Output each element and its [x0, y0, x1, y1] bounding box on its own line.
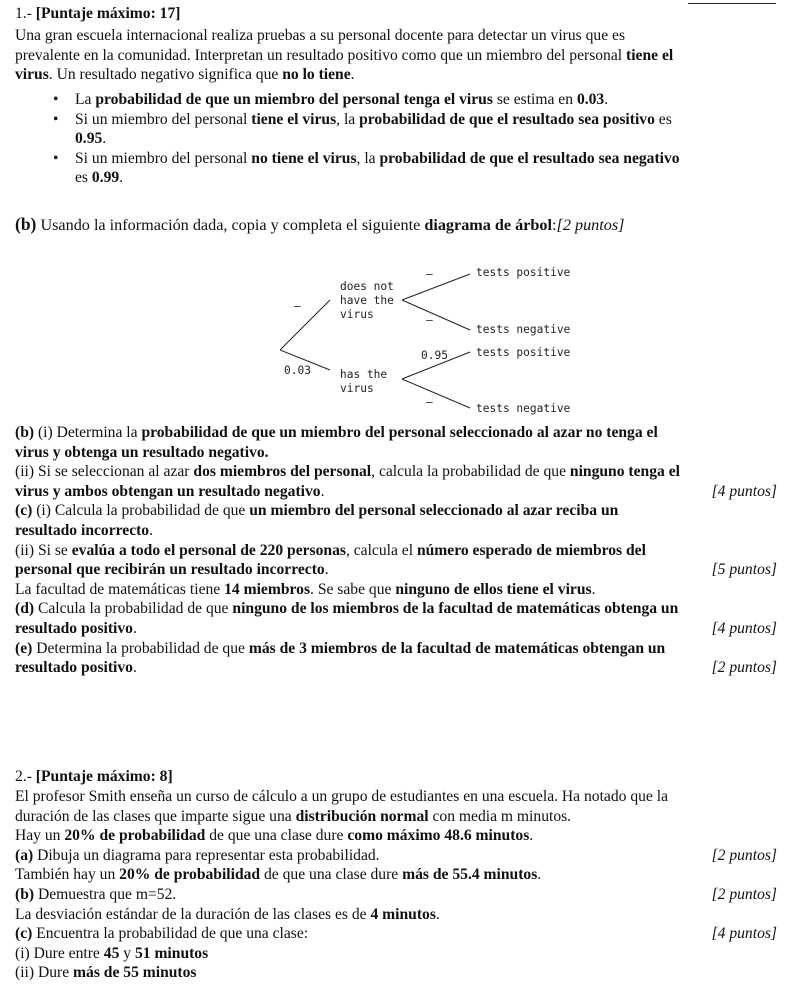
text-run: (i) Determina la: [34, 424, 142, 441]
text-run: .: [132, 619, 137, 637]
text-run: Una gran escuela internacional realiza pruebas a su personal docente para detectar un virus que es: [15, 27, 626, 44]
question-line: [15, 807, 777, 827]
question-line: [15, 443, 777, 463]
question-line: [15, 619, 777, 639]
intro-line: [15, 46, 777, 66]
leaf-tests-positive-2: tests positive: [476, 346, 571, 359]
text-run: (i) Dure entre: [15, 944, 104, 962]
branch-dnh-negative: [402, 300, 470, 330]
prob-has-virus: 0.03: [284, 364, 311, 377]
line-text: [15, 560, 329, 580]
bold-text: virus y obtenga un resultado negativo.: [15, 443, 269, 461]
bold-text: virus y ambos obtengan un resultado negativo: [15, 482, 321, 500]
question-line: [15, 924, 777, 944]
bold-text: dos miembros del personal: [193, 463, 372, 481]
line-text: [15, 846, 380, 866]
q1-heading: [15, 4, 777, 24]
text-run: Determina la probabilidad de que: [32, 639, 249, 657]
bold-text: 20% de probabilidad: [119, 866, 261, 884]
text-run: .: [324, 561, 329, 579]
bold-text: ninguno tenga el: [569, 463, 680, 481]
bold-text: resultado incorrecto: [15, 521, 150, 539]
q2-heading: [15, 767, 777, 787]
blank-prob-does-not-have: —: [294, 300, 301, 313]
text-run: , calcula la probabilidad de que: [371, 463, 570, 481]
bold-text: 0.03: [576, 91, 605, 108]
text-run: .: [529, 827, 534, 845]
text-run: , la: [336, 110, 360, 128]
branch-has-negative: [402, 379, 470, 408]
line-text: [15, 482, 324, 502]
question-line: [15, 541, 777, 561]
bold-text: (a): [15, 846, 34, 864]
bold-text: (c): [15, 502, 33, 520]
points-label: [2 puntos]: [711, 846, 777, 864]
text-run: Hay un: [15, 827, 65, 845]
points-label: [4 puntos]: [711, 925, 777, 943]
bullet-line: [75, 110, 777, 130]
question-line: [15, 560, 777, 580]
bold-text: probabilidad de que el resultado sea positivo: [359, 110, 655, 128]
line-text: [15, 885, 176, 905]
question-line: [15, 885, 777, 905]
bold-text: (c): [15, 925, 33, 943]
bold-text: no tiene el virus: [251, 149, 357, 167]
tree-diagram: [280, 262, 580, 420]
text-run: (ii) Si se: [15, 541, 72, 559]
question-line: [15, 482, 777, 502]
question-line: [15, 963, 777, 983]
q1-max-score: [Puntaje máximo: 17]: [35, 5, 181, 22]
part-b-text: Usando la información dada, copia y completa el siguiente: [36, 216, 425, 234]
line-text: [15, 658, 137, 678]
line-text: [15, 619, 137, 639]
question-line: [15, 599, 777, 619]
text-run: . Se sabe que: [310, 580, 396, 598]
bold-text: virus: [15, 66, 49, 84]
leaf-tests-negative-2: tests negative: [476, 402, 571, 415]
points-label: [4 puntos]: [711, 619, 777, 637]
q2-max-score: [Puntaje máximo: 8]: [35, 768, 173, 785]
text-run: .: [149, 521, 154, 539]
bold-text: 20% de probabilidad: [64, 827, 206, 845]
text-run: .: [435, 905, 440, 923]
q2-body: [15, 787, 777, 983]
q1-intro: [15, 26, 777, 85]
bold-text: (b): [15, 424, 35, 441]
question-line: [15, 905, 777, 925]
text-run: .: [320, 482, 325, 500]
text-run: .: [119, 169, 124, 187]
prob-positive-given-has: 0.95: [421, 349, 448, 362]
text-run: duración de las clases que imparte sigue una: [15, 807, 296, 825]
node-does-not-have: does not have the virus: [340, 280, 394, 321]
intro-line: [15, 26, 777, 46]
points-label: [4 puntos]: [711, 482, 777, 500]
text-run: (i) Calcula la probabilidad de que: [32, 502, 250, 520]
text-run: se estima en: [492, 91, 577, 108]
part-b-points: [2 puntos]: [556, 216, 625, 234]
bold-text: probabilidad de que un miembro del personal seleccionado al azar no tenga el: [141, 424, 658, 441]
leaf-tests-positive-1: tests positive: [476, 266, 571, 279]
text-run: de que una clase dure: [260, 866, 403, 884]
question-line: [15, 826, 777, 846]
points-label: [2 puntos]: [711, 885, 777, 903]
points-label: [5 puntos]: [711, 561, 777, 579]
bold-text: personal que recibirán un resultado incorrecto: [15, 561, 325, 579]
question-line: [15, 580, 777, 600]
bold-text: tiene el virus: [251, 110, 337, 128]
text-run: y: [119, 944, 135, 962]
bold-text: 14 miembros: [224, 580, 311, 598]
text-run: También hay un: [15, 866, 120, 884]
blank-prob-dnh-negative: —: [426, 314, 433, 327]
part-b-bold: diagrama de árbol: [424, 216, 553, 234]
text-run: .: [591, 580, 596, 598]
bold-text: un miembro del personal seleccionado al azar reciba un: [249, 502, 619, 520]
text-run: Encuentra la probabilidad de que una clase:: [32, 925, 309, 943]
line-text: [15, 924, 308, 944]
bold-text: 0.95: [75, 130, 103, 148]
text-run: (ii) Dure: [15, 964, 74, 982]
question-line: [15, 462, 777, 482]
text-run: La facultad de matemáticas tiene: [15, 580, 225, 598]
question-line: [15, 521, 777, 541]
points-label: [2 puntos]: [711, 659, 777, 677]
text-run: . Un resultado negativo significa que: [48, 66, 283, 84]
bold-text: tiene el: [626, 46, 674, 64]
text-run: con media m minutos.: [428, 807, 572, 825]
blank-prob-has-negative: —: [426, 396, 433, 409]
q2-number: 2.-: [15, 768, 36, 785]
bold-text: resultado positivo: [15, 619, 133, 637]
bullet-item: [15, 149, 777, 188]
bold-text: 4 minutos: [370, 905, 436, 923]
text-run: Calcula la probabilidad de que: [34, 600, 233, 618]
branch-dnh-positive: [402, 274, 470, 300]
bold-text: más de 55.4 minutos: [402, 866, 538, 884]
bold-text: más de 3 miembros de la facultad de matemáticas obtengan un: [248, 639, 666, 657]
bold-text: probabilidad de que el resultado sea negativo: [379, 149, 680, 167]
bullet-line: [75, 129, 777, 149]
question-line: [15, 658, 777, 678]
bullet-item: [15, 110, 777, 149]
text-run: La: [75, 91, 96, 108]
text-run: El profesor Smith enseña un curso de cálculo a un grupo de estudiantes en una escuela. Ha notado que la: [15, 788, 668, 805]
intro-line: [15, 65, 777, 85]
text-run: es: [654, 110, 672, 128]
bold-text: como máximo 48.6 minutos: [347, 827, 530, 845]
text-run: , la: [356, 149, 380, 167]
bold-text: distribución normal: [295, 807, 429, 825]
text-run: Demuestra que m=52.: [34, 885, 177, 903]
bold-text: probabilidad de que un miembro del personal tenga el virus: [95, 91, 493, 108]
q1-parts: [15, 423, 777, 678]
bold-text: resultado positivo: [15, 659, 133, 677]
node-has-virus: has the virus: [340, 368, 388, 395]
text-run: Si un miembro del personal: [75, 149, 252, 167]
bold-text: ninguno de los miembros de la facultad de matemáticas obtenga un: [232, 600, 679, 618]
bold-text: (d): [15, 600, 35, 618]
q1-part-b-instruction: [15, 215, 777, 236]
bold-text: número esperado de miembros del: [416, 541, 646, 559]
bold-text: no lo tiene: [282, 66, 351, 84]
branch-does-not-have: [280, 300, 330, 350]
bold-text: ninguno de ellos tiene el virus: [395, 580, 592, 598]
text-run: (ii) Si se seleccionan al azar: [15, 463, 194, 481]
bold-text: (b): [15, 885, 35, 903]
text-run: de que una clase dure: [205, 827, 348, 845]
text-run: es: [75, 169, 92, 187]
question-line: [15, 423, 777, 443]
question-line: [15, 787, 777, 807]
bold-text: (e): [15, 639, 33, 657]
text-run: prevalente en la comunidad. Interpretan un resultado positivo como que un miembro del personal: [15, 46, 627, 64]
text-run: , calcula el: [345, 541, 417, 559]
q1-bullets: [15, 90, 777, 188]
q1-number: 1.-: [15, 5, 36, 22]
text-run: .: [350, 66, 355, 84]
bold-text: 0.99: [91, 169, 120, 187]
text-run: La desviación estándar de la duración de las clases es de: [15, 905, 371, 923]
leaf-tests-negative-1: tests negative: [476, 323, 571, 336]
bold-text: más de 55 minutos: [73, 964, 197, 982]
question-line: [15, 846, 777, 866]
text-run: Dibuja un diagrama para representar esta probabilidad.: [33, 846, 380, 864]
bullet-item: [15, 90, 777, 110]
bold-text: evalúa a todo el personal de 220 personas: [71, 541, 346, 559]
bullet-line: [75, 168, 777, 188]
bold-text: 51 minutos: [134, 944, 209, 962]
question-line: [15, 501, 777, 521]
question-line: [15, 639, 777, 659]
text-run: .: [132, 659, 137, 677]
bullet-line: [75, 149, 777, 169]
question-line: [15, 865, 777, 885]
text-run: .: [537, 866, 542, 884]
question-line: [15, 944, 777, 964]
text-run: .: [604, 91, 609, 108]
blank-prob-dnh-positive: —: [426, 268, 433, 281]
bullet-line: [75, 90, 777, 110]
part-b-label: (b): [15, 214, 37, 234]
text-run: .: [102, 130, 107, 148]
part-b-tail: :: [552, 216, 557, 234]
bold-text: 45: [103, 944, 120, 962]
text-run: Si un miembro del personal: [75, 110, 252, 128]
